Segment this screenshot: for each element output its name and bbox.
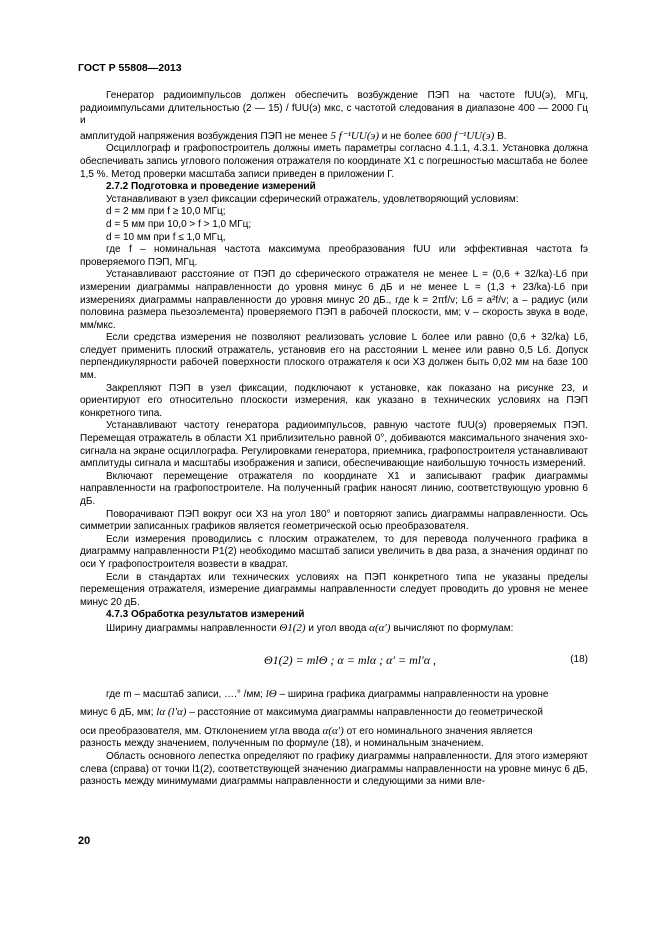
formula-number: (18) bbox=[570, 653, 588, 665]
paragraph: где f – номинальная частота максимума преобразования fUU или эффективная частота fэ проверяемого ПЭП, МГц. bbox=[80, 244, 588, 268]
text: Ширину диаграммы направленности bbox=[106, 622, 277, 634]
text: – ширина графика диаграммы направленности на уровне bbox=[279, 688, 549, 700]
alpha-symbol: α(α′) bbox=[369, 621, 391, 634]
section-heading: 2.7.2 Подготовка и проведение измерений bbox=[106, 181, 316, 193]
paragraph: Генератор радиоимпульсов должен обеспечить возбуждение ПЭП на частоте fUU(э), МГц, радиоимпульсами длительностью (2 — 15) / fUU(э) мкс, с частотой следования в диапазоне 400 — 2000 Гц и bbox=[80, 90, 588, 127]
condition-line: d = 5 мм при 10,0 > f > 1,0 МГц; bbox=[106, 218, 252, 230]
theta-symbol: Θ1(2) bbox=[279, 621, 306, 634]
text: и не более bbox=[381, 130, 433, 142]
formula-inline: 600 f⁻¹UU(э) bbox=[434, 129, 495, 142]
text: амплитудой напряжения возбуждения ПЭП не менее bbox=[80, 130, 328, 142]
paragraph: Устанавливают частоту генератора радиоимпульсов, равную частоте fUU(э) проверяемых ПЭП. Перемещая отражатель в области X1 приблизительно равной 0°, добиваются максимального значения эхо-сигнала на экране осциллографа. Регулировками генератора, приемника, графопостроителя устанавливают амплитуды сигнала и масштабы изображения и записи, обеспечивающие наибольшую точность измерений. bbox=[80, 420, 588, 470]
paragraph: Область основного лепестка определяют по графику диаграммы направленности. Для этого измеряют слева (справа) от точки l1(2), соответствующей значению диаграммы направленности на уровне минус 6 дБ, разность между минимумами диаграммы направленности и следующими за ними вле- bbox=[80, 750, 588, 788]
text: минус 6 дБ, мм; bbox=[80, 707, 154, 719]
document-header: ГОСТ Р 55808—2013 bbox=[78, 62, 182, 74]
text: оси преобразователя, мм. Отклонением угла ввода bbox=[80, 725, 320, 737]
text: от его номинального значения является bbox=[346, 725, 533, 737]
page-number: 20 bbox=[78, 835, 91, 847]
formula-inline: 5 f⁻¹UU(э) bbox=[330, 129, 379, 142]
text: – расстояние от максимума диаграммы направленности до геометрической bbox=[189, 707, 543, 719]
paragraph: Устанавливают в узел фиксации сферический отражатель, удовлетворяющий условиям: bbox=[106, 193, 519, 205]
condition-line: d = 2 мм при f ≥ 10,0 МГц; bbox=[106, 206, 226, 218]
condition-line: d = 10 мм при f ≤ 1,0 МГц, bbox=[106, 231, 226, 243]
text: вычисляют по формулам: bbox=[393, 622, 514, 634]
paragraph: Закрепляют ПЭП в узел фиксации, подключают к установке, как показано на рисунке 23, и ориентируют его относительно плоскости измерения, как указано в технических условиях на ПЭП конкретного типа. bbox=[80, 382, 588, 419]
l-alpha-symbol: lα (l′α) bbox=[156, 706, 187, 719]
text: В. bbox=[497, 130, 507, 142]
l-theta-symbol: lΘ bbox=[265, 687, 277, 700]
alpha-symbol: α(α′) bbox=[322, 724, 344, 737]
paragraph-amplitude bbox=[80, 130, 588, 144]
paragraph: Включают перемещение отражателя по координате X1 и записывают график диаграммы направленности на графопостроителе. На полученный график наносят линию, соответствующую уровню 6 дБ. bbox=[80, 470, 588, 507]
section-heading: 4.7.3 Обработка результатов измерений bbox=[106, 609, 305, 621]
paragraph: Если средства измерения не позволяют реализовать условие L более или равно (0,6 + 32/ka) Lб, следует применить плоский отражатель, установив его на расстоянии L менее или равно 0,5 Lб. Допуск перпендикулярности рабочей поверхности плоского отражателя к оси X3 должен быть 0,02 мм на базе 100 мм. bbox=[80, 332, 588, 382]
paragraph: Поворачивают ПЭП вокруг оси X3 на угол 180° и повторяют запись диаграммы направленности. Ось симметрии записанных графиков является геометрической осью преобразователя. bbox=[80, 508, 588, 533]
paragraph: Если в стандартах или технических условиях на ПЭП конкретного типа не указаны пределы перемещения отражателя, измерение диаграммы направленности следует проводить до уровня не менее минус 20 дБ. bbox=[80, 571, 588, 608]
document-body bbox=[80, 90, 588, 789]
paragraph-where-2 bbox=[80, 706, 588, 720]
text: и угол ввода bbox=[308, 622, 367, 634]
paragraph-where-3 bbox=[80, 725, 588, 739]
paragraph-where bbox=[80, 688, 588, 702]
text: где m – масштаб записи, ….° /мм; bbox=[106, 688, 263, 700]
paragraph: Если измерения проводились с плоским отражателем, то для перевода полученного графика в диаграмму направленности P1(2) необходимо масштаб записи увеличить в два раза, а значения ординат по оси Y графопостроителя возвести в квадрат. bbox=[80, 533, 588, 570]
paragraph: Устанавливают расстояние от ПЭП до сферического отражателя не менее L = (0,6 + 32/ka)·Lб при измерении диаграммы направленности до уровня минус 6 дБ и не менее L = (1,3 + 23/ka)·Lб при измерениях диаграммы направленности до уровня минус 20 дБ., где k = 2πf/v; Lб = a²f/v; a – радиус (или половина размера пьезоэлемента) проверяемого ПЭП в рабочей плоскости, мм; v – скорость звука в воде, мм/мкс. bbox=[80, 269, 588, 331]
paragraph-formula-intro bbox=[80, 622, 588, 636]
formula-18 bbox=[80, 642, 588, 682]
paragraph-where-4: разность между значением, полученным по формуле (18), и номинальным значением. bbox=[80, 738, 484, 750]
formula-expression: Θ1(2) = mlΘ ; α = mlα ; α′ = ml′α , bbox=[264, 652, 437, 667]
paragraph: Осциллограф и графопостроитель должны иметь параметры согласно 4.1.1, 4.3.1. Установка должна обеспечивать запись углового положения отражателя по координате X1 с погрешностью масштаба не более 1,5 %. Метод проверки масштаба записи приведен в приложении Г. bbox=[80, 143, 588, 180]
